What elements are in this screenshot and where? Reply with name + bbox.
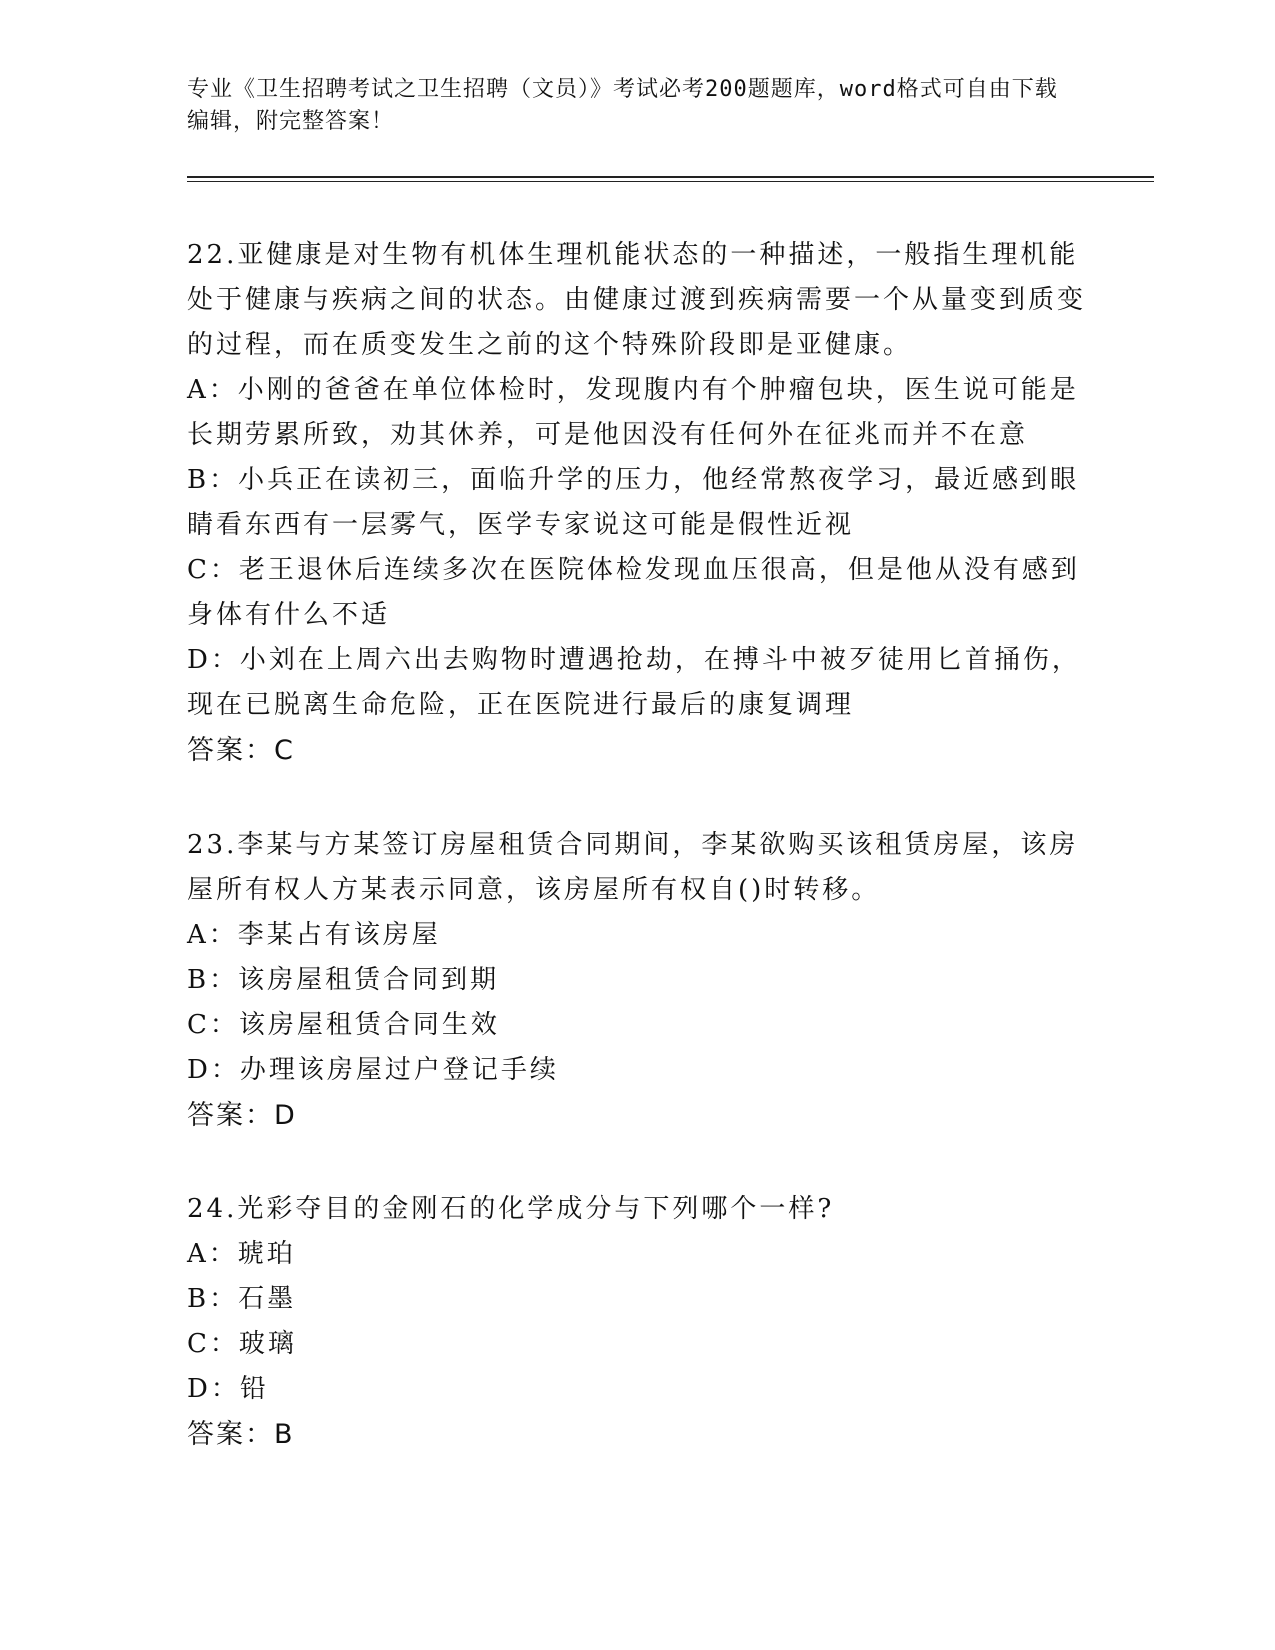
option-a: A：李某占有该房屋: [187, 920, 441, 950]
option-b: B：该房屋租赁合同到期: [187, 965, 500, 995]
question-stem: 24.光彩夺目的金刚石的化学成分与下列哪个一样?: [187, 1194, 835, 1224]
option-b: B：小兵正在读初三，面临升学的压力，他经常熬夜学习，最近感到眼睛看东西有一层雾气，医学专家说这可能是假性近视: [187, 465, 1080, 540]
question-23: [187, 823, 1087, 1138]
question-stem: 22.亚健康是对生物有机体生理机能状态的一种描述，一般指生理机能处于健康与疾病之间的状态。由健康过渡到疾病需要一个从量变到质变的过程，而在质变发生之前的这个特殊阶段即是亚健康。: [187, 240, 1087, 360]
question-stem: 23.李某与方某签订房屋租赁合同期间，李某欲购买该租赁房屋，该房屋所有权人方某表示同意，该房屋所有权自()时转移。: [187, 830, 1079, 905]
option-c: C：老王退休后连续多次在医院体检发现血压很高，但是他从没有感到身体有什么不适: [187, 555, 1080, 630]
answer: 答案：B: [187, 1419, 295, 1450]
option-d: D：铅: [187, 1374, 269, 1404]
header-divider-thin: [187, 181, 1154, 182]
option-c: C：玻璃: [187, 1329, 297, 1359]
answer: 答案：D: [187, 1100, 297, 1131]
option-d: D：小刘在上周六出去购物时遭遇抢劫，在搏斗中被歹徒用匕首捅伤，现在已脱离生命危险，正在医院进行最后的康复调理: [187, 645, 1081, 720]
option-b: B：石墨: [187, 1284, 297, 1314]
question-24: [187, 1187, 1087, 1457]
option-c: C：该房屋租赁合同生效: [187, 1010, 500, 1040]
document-header: 专业《卫生招聘考试之卫生招聘（文员）》考试必考200题题库，word格式可自由下载编辑，附完整答案！: [187, 77, 1058, 134]
question-22: [187, 233, 1087, 773]
header-divider-thick: [187, 176, 1154, 178]
option-d: D：办理该房屋过户登记手续: [187, 1055, 559, 1085]
answer: 答案：C: [187, 735, 295, 766]
option-a: A：小刚的爸爸在单位体检时，发现腹内有个肿瘤包块，医生说可能是长期劳累所致，劝其休养，可是他因没有任何外在征兆而并不在意: [187, 375, 1079, 450]
option-a: A：琥珀: [187, 1239, 296, 1269]
